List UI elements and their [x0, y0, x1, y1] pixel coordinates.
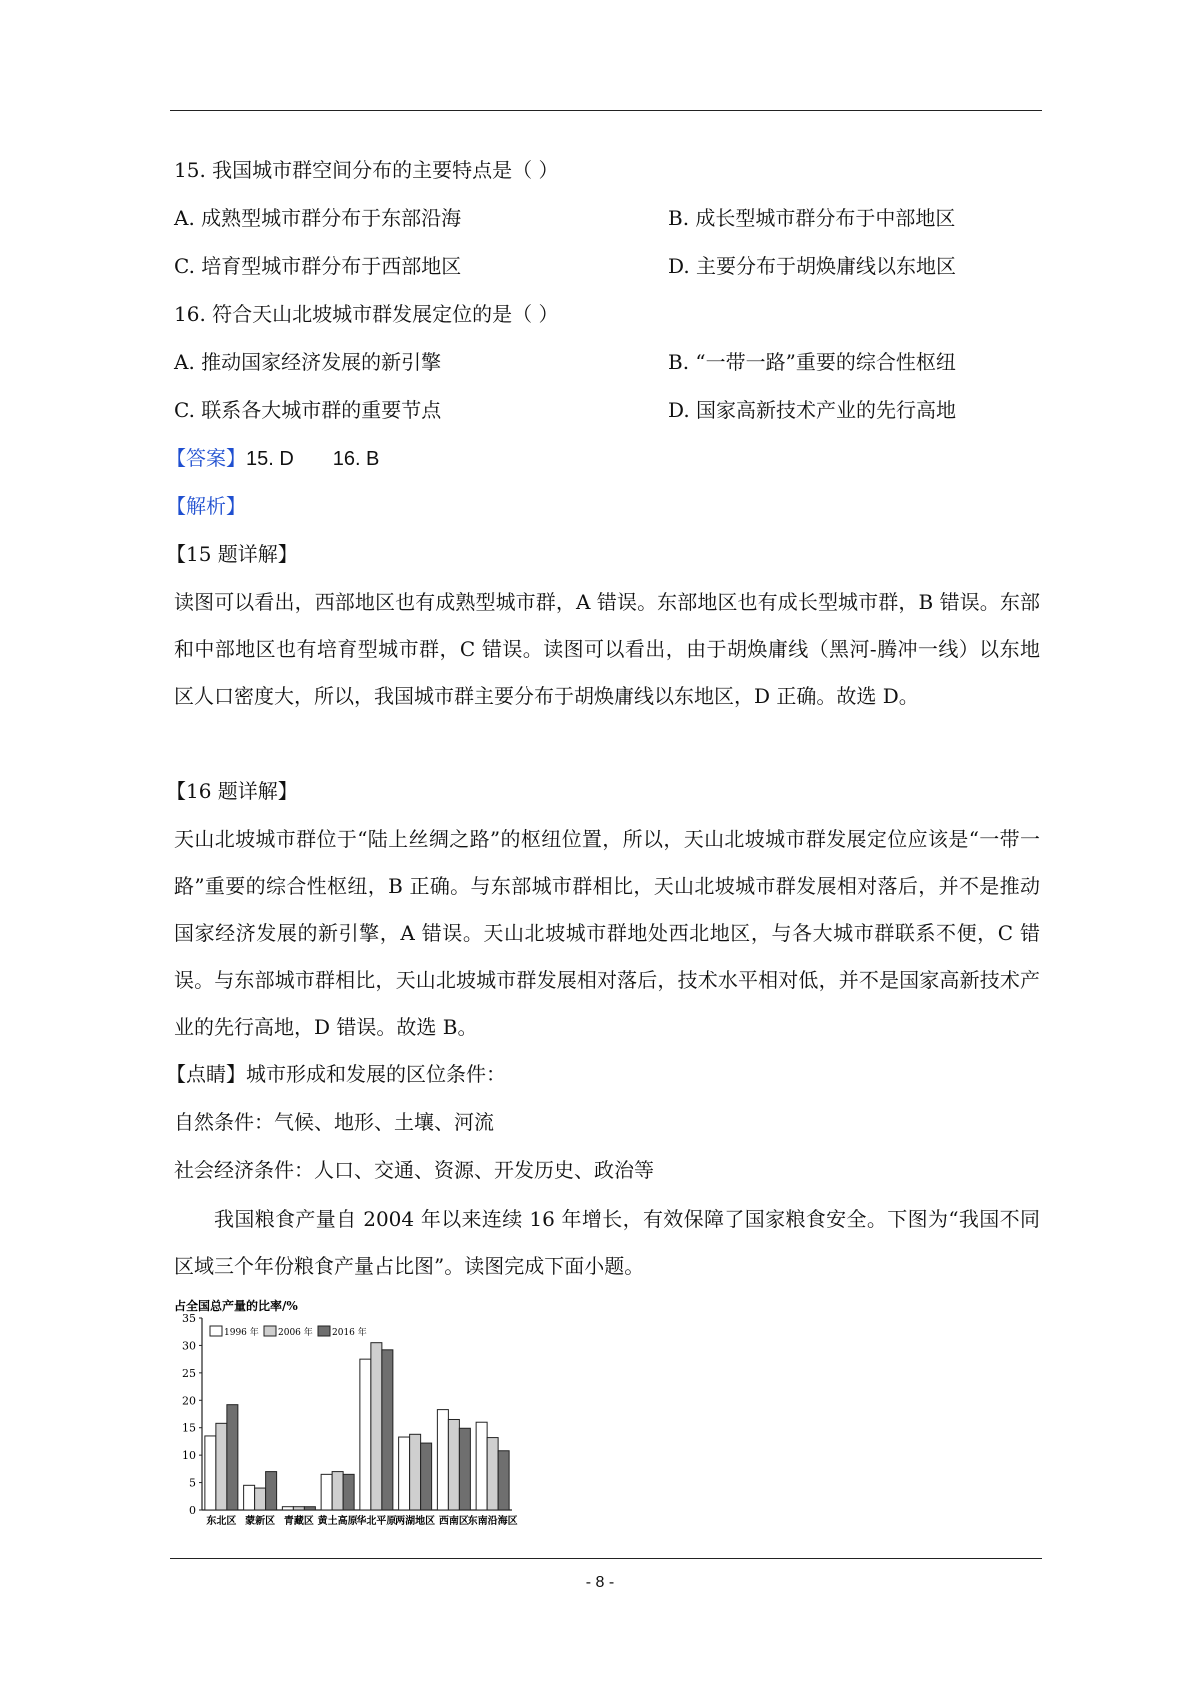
answer-values: 15. D 16. B — [246, 448, 380, 470]
chart-ytick-label: 25 — [182, 1366, 196, 1380]
q16-option-d: D. 国家高新技术产业的先行高地 — [668, 398, 957, 422]
chart-bar — [487, 1438, 498, 1510]
chart-bar — [421, 1443, 432, 1510]
chart-legend-label: 2006 年 — [278, 1328, 313, 1338]
chart-bar — [371, 1343, 382, 1510]
chart-bars — [205, 1343, 509, 1510]
chart-category-label: 蒙新区 — [245, 1516, 276, 1527]
passage-text: 我国粮食产量自 2004 年以来连续 16 年增长，有效保障了国家粮食安全。下图为“我国不同区域三个年份粮食产量占比图”。读图完成下面小题。 — [174, 1207, 1040, 1278]
tip-social: 社会经济条件：人口、交通、资源、开发历史、政治等 — [174, 1158, 654, 1182]
chart-legend-label: 1996 年 — [224, 1328, 259, 1338]
chart-category-label: 华北平原 — [356, 1516, 397, 1527]
q16-option-a: A. 推动国家经济发展的新引擎 — [174, 350, 442, 374]
chart-category-label: 东北区 — [206, 1516, 237, 1527]
chart-bar — [216, 1423, 227, 1510]
footer-rule — [170, 1558, 1042, 1559]
chart-legend — [210, 1326, 367, 1338]
chart-legend-swatch — [318, 1326, 330, 1336]
chart-bar — [437, 1410, 448, 1510]
chart-legend-swatch — [264, 1326, 276, 1336]
tip-heading: 【点睛】 — [166, 1062, 246, 1086]
q15-option-a: A. 成熟型城市群分布于东部沿海 — [174, 206, 462, 230]
analysis-label: 【解析】 — [166, 494, 246, 518]
chart-bar — [321, 1474, 332, 1510]
header-rule — [170, 110, 1042, 111]
chart-ytick-label: 10 — [182, 1449, 196, 1463]
answer-label: 【答案】 — [166, 446, 246, 470]
chart-category-label: 黄土高原 — [317, 1516, 358, 1527]
tip-line — [166, 1060, 506, 1088]
grain-share-chart — [172, 1298, 572, 1534]
chart-bar — [304, 1507, 315, 1510]
chart-bar — [399, 1437, 410, 1510]
chart-bar — [343, 1474, 354, 1510]
chart-categories — [206, 1514, 517, 1527]
chart-ytick-label: 5 — [189, 1476, 196, 1490]
chart-bar — [227, 1405, 238, 1510]
chart-ylabel: 占全国总产量的比率/% — [174, 1299, 298, 1313]
chart-bar — [382, 1350, 393, 1510]
q15-stem: 15. 我国城市群空间分布的主要特点是（ ） — [174, 158, 559, 182]
q15-option-d: D. 主要分布于胡焕庸线以东地区 — [668, 254, 957, 278]
detail16-text: 天山北坡城市群位于“陆上丝绸之路”的枢纽位置，所以，天山北坡城市群发展定位应该是“一带一路”重要的综合性枢纽，B 正确。与东部城市群相比，天山北坡城市群发展相对落后，并不是推动国家经济发展的新引擎，A 错误。天山北坡城市群地处西北地区，与各大城市群联系不便，C 错误。与东部城市群相比，天山北坡城市群发展相对落后，技术水平相对低，并不是国家高新技术产业的先行高地，D 错误。故选 B。 — [174, 827, 1040, 1039]
tip-intro: 城市形成和发展的区位条件： — [246, 1062, 506, 1086]
chart-ytick-label: 35 — [182, 1312, 196, 1325]
chart-legend-label: 2016 年 — [332, 1328, 367, 1338]
chart-bar — [360, 1359, 371, 1510]
detail15-heading: 【15 题详解】 — [166, 542, 298, 566]
chart-category-label: 西南区 — [438, 1516, 469, 1527]
chart-bar — [205, 1436, 216, 1510]
q16-stem: 16. 符合天山北坡城市群发展定位的是（ ） — [174, 302, 559, 326]
chart-bar — [293, 1507, 304, 1510]
chart-category-label: 两湖地区 — [395, 1516, 436, 1527]
chart-category-label: 青藏区 — [283, 1516, 314, 1527]
detail16-heading: 【16 题详解】 — [166, 779, 298, 803]
q15-option-c: C. 培育型城市群分布于西部地区 — [174, 254, 462, 278]
tip-natural: 自然条件：气候、地形、土壤、河流 — [174, 1110, 494, 1134]
page-number: - 8 - — [585, 1574, 615, 1591]
chart-category-label: 东南沿海区 — [467, 1516, 518, 1527]
chart-ytick-label: 15 — [182, 1421, 196, 1435]
q16-option-b: B. “一带一路”重要的综合性枢纽 — [668, 350, 956, 374]
chart-bar — [498, 1451, 509, 1510]
detail15-text: 读图可以看出，西部地区也有成熟型城市群，A 错误。东部地区也有成长型城市群，B 错误。东部和中部地区也有培育型城市群，C 错误。读图可以看出，由于胡焕庸线（黑河-腾冲一线）以东地区人口密度大，所以，我国城市群主要分布于胡焕庸线以东地区，D 正确。故选 D。 — [174, 590, 1040, 708]
answer-line — [166, 444, 379, 473]
chart-bar — [410, 1434, 421, 1510]
chart-yticks — [182, 1312, 202, 1517]
chart-ytick-label: 20 — [182, 1394, 196, 1408]
chart-bar — [448, 1419, 459, 1510]
q16-option-c: C. 联系各大城市群的重要节点 — [174, 398, 442, 422]
chart-bar — [244, 1485, 255, 1510]
chart-bar — [459, 1428, 470, 1510]
q15-option-b: B. 成长型城市群分布于中部地区 — [668, 206, 956, 230]
chart-bar — [266, 1472, 277, 1510]
chart-bar — [282, 1507, 293, 1510]
chart-bar — [332, 1472, 343, 1510]
chart-bar — [476, 1422, 487, 1510]
chart-bar — [255, 1488, 266, 1510]
chart-ytick-label: 30 — [182, 1339, 196, 1353]
chart-ytick-label: 0 — [189, 1504, 196, 1517]
chart-legend-swatch — [210, 1326, 222, 1336]
